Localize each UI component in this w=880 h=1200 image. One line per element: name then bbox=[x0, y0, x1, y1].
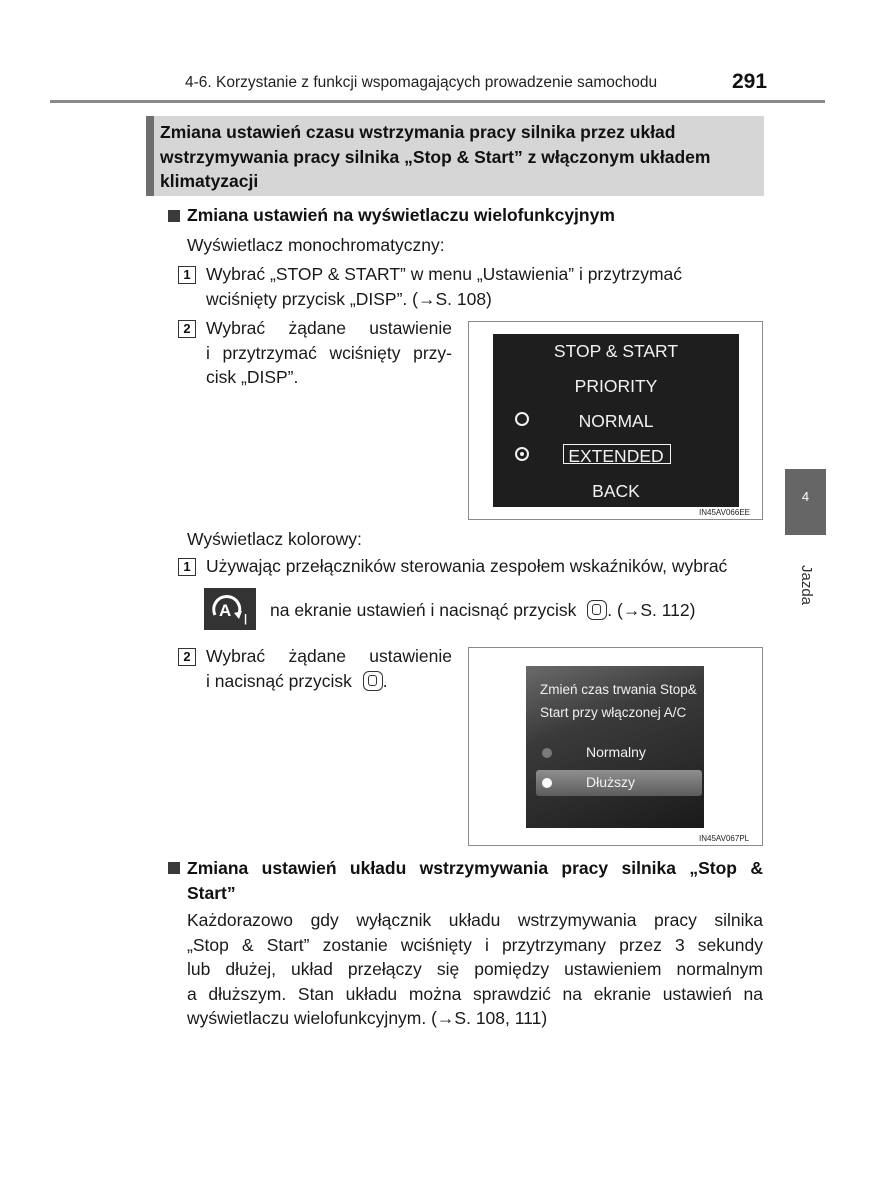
square-bullet-icon bbox=[168, 862, 180, 874]
step-text-line: i przytrzymać wciśnięty przy- bbox=[206, 342, 452, 363]
figure-code: IN45AV067PL bbox=[699, 834, 750, 843]
option-label: Dłuższy bbox=[586, 774, 636, 790]
menu-item-stop-start: STOP & START bbox=[553, 341, 679, 361]
step-number: 1 bbox=[178, 266, 196, 284]
paragraph-line: Każdorazowo gdy wyłącznik układu wstrzymywania pracy silnika bbox=[187, 910, 763, 930]
step-number: 2 bbox=[178, 320, 196, 338]
section-heading-line: Start” bbox=[187, 882, 236, 903]
radio-selected-icon bbox=[542, 778, 552, 788]
option-row-longer bbox=[536, 770, 702, 796]
topic-title bbox=[160, 120, 760, 194]
screen-title-line: Start przy włączonej A/C bbox=[540, 705, 687, 720]
step-text-line bbox=[206, 669, 452, 694]
step-text bbox=[206, 262, 763, 311]
chapter-label: Jazda bbox=[798, 564, 815, 606]
step-text-line: Używając przełączników sterowania zespołem wskaźników, wybrać bbox=[206, 556, 728, 576]
step-text-line: Wybrać żądane ustawienie bbox=[206, 646, 452, 666]
menu-item-back: BACK bbox=[592, 481, 640, 501]
step-text-line: Wybrać żądane ustawienie bbox=[206, 318, 452, 338]
color-display-screen bbox=[526, 666, 704, 828]
chapter-number: 4 bbox=[801, 489, 810, 504]
option-label: Normalny bbox=[586, 744, 646, 760]
paragraph-line: wyświetlaczu wielofunkcyjnym. (→S. 108, 111) bbox=[187, 1008, 548, 1028]
step-text-line: wciśnięty przycisk „DISP”. (→S. 108) bbox=[206, 288, 492, 309]
svg-text:A: A bbox=[219, 601, 232, 620]
step-number: 1 bbox=[178, 558, 196, 576]
paragraph-line: lub dłużej, układ przełączy się pomiędzy ustawieniem normalnym bbox=[187, 959, 763, 979]
step-text-line: Wybrać „STOP & START” w menu „Ustawienia” i przytrzymać bbox=[206, 264, 683, 284]
topic-title-box bbox=[146, 116, 764, 196]
auto-stop-start-icon bbox=[204, 588, 256, 630]
step-text-line bbox=[270, 598, 695, 623]
mono-display-label: Wyświetlacz monochromatyczny: bbox=[187, 235, 445, 255]
menu-item-priority: PRIORITY bbox=[574, 376, 658, 396]
step-text-fragment: i nacisnąć przycisk bbox=[206, 670, 352, 691]
chapter-tab[interactable] bbox=[785, 469, 826, 535]
option-row-normal bbox=[536, 740, 702, 766]
header-rule bbox=[50, 100, 825, 103]
color-display-label: Wyświetlacz kolorowy: bbox=[187, 529, 362, 549]
radio-empty-icon bbox=[542, 748, 552, 758]
step-text-fragment: . (→S. 112) bbox=[607, 600, 696, 620]
topic-title-line: klimatyzacji bbox=[160, 171, 259, 191]
step-number: 2 bbox=[178, 648, 196, 666]
page-number: 291 bbox=[732, 70, 768, 93]
topic-title-line: Zmiana ustawień czasu wstrzymania pracy silnika przez układ bbox=[160, 122, 676, 142]
section-heading bbox=[187, 856, 763, 905]
color-display-figure bbox=[468, 647, 763, 846]
screen-title-line: Zmień czas trwania Stop& bbox=[540, 682, 697, 697]
section-heading-line: Zmiana ustawień układu wstrzymywania pracy silnika „Stop & bbox=[187, 858, 763, 878]
svg-text:|: | bbox=[244, 613, 248, 625]
section-heading: Zmiana ustawień na wyświetlaczu wielofunkcyjnym bbox=[187, 205, 615, 225]
step-text bbox=[206, 644, 452, 693]
round-button-icon bbox=[587, 600, 607, 620]
menu-item-extended: EXTENDED bbox=[568, 446, 664, 466]
menu-item-normal: NORMAL bbox=[578, 411, 654, 431]
running-header: 4-6. Korzystanie z funkcji wspomagających prowadzenie samochodu bbox=[185, 74, 658, 91]
step-text-fragment: na ekranie ustawień i nacisnąć przycisk bbox=[270, 600, 577, 620]
square-bullet-icon bbox=[168, 210, 180, 222]
step-text bbox=[206, 316, 452, 390]
round-button-icon bbox=[363, 671, 383, 691]
figure-code: IN45AV066EE bbox=[699, 508, 750, 517]
topic-title-line: wstrzymywania pracy silnika „Stop & Start” z włączonym układem bbox=[160, 146, 711, 167]
section-paragraph bbox=[187, 908, 763, 1031]
mono-display-screen bbox=[493, 334, 739, 507]
mono-display-figure bbox=[468, 321, 763, 520]
title-box-accent-bar bbox=[146, 116, 154, 196]
paragraph-line: a dłuższym. Stan układu można sprawdzić na ekranie ustawień na bbox=[187, 983, 763, 1004]
step-text-line: cisk „DISP”. bbox=[206, 367, 299, 387]
step-text-fragment: . bbox=[382, 670, 388, 691]
paragraph-line: „Stop & Start” zostanie wciśnięty i przytrzymany przez 3 sekundy bbox=[187, 934, 763, 955]
